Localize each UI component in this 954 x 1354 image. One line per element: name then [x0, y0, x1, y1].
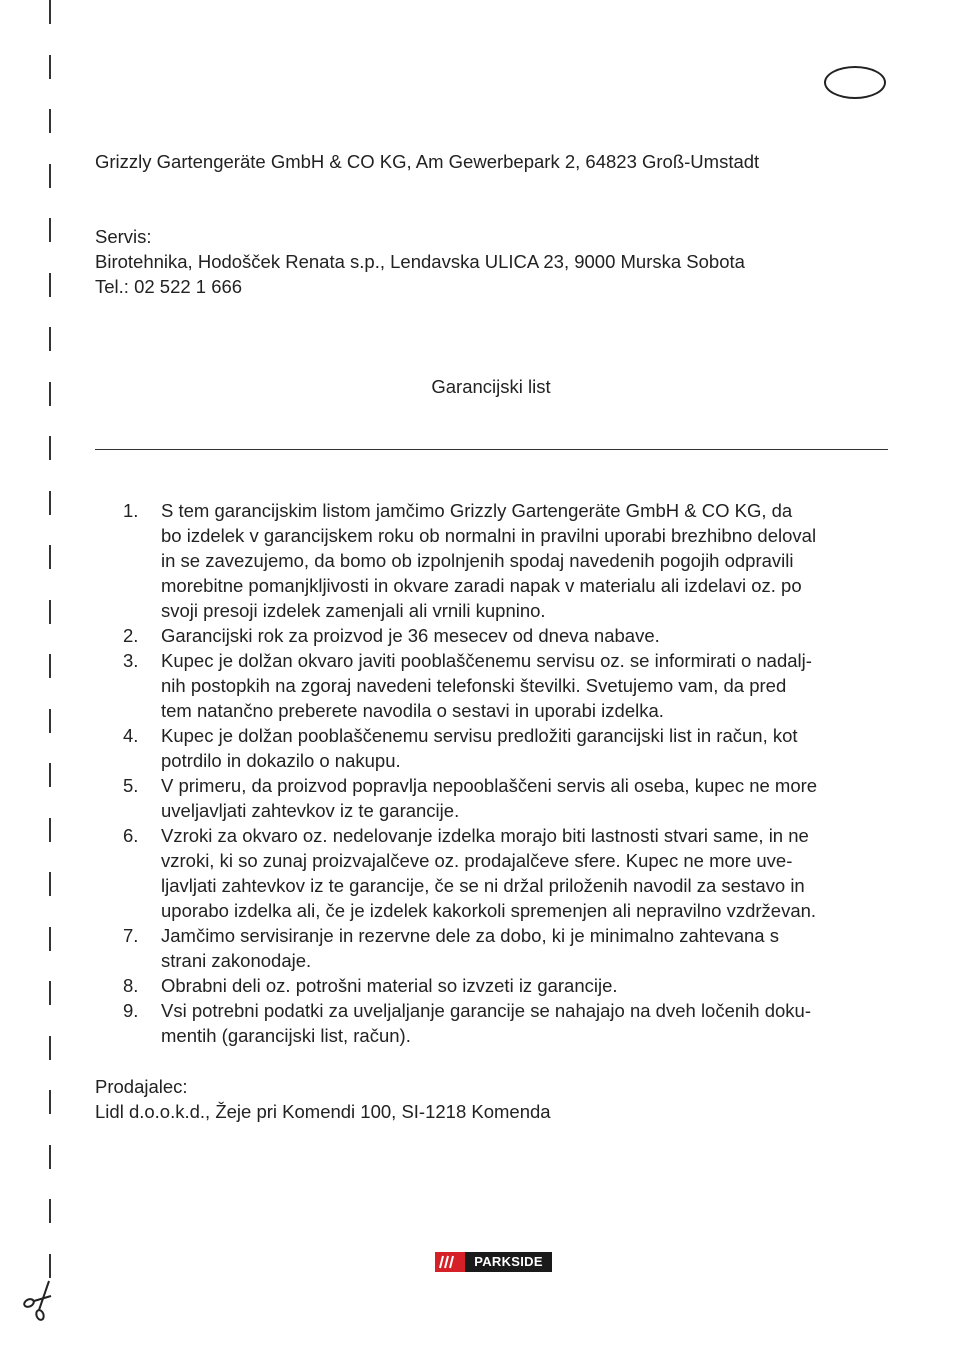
term-line: mentih (garancijski list, račun).	[161, 1025, 411, 1046]
logo-brand-text: PARKSIDE	[465, 1252, 552, 1272]
term-number: 6.	[123, 825, 139, 846]
term-line: vzroki, ki so zunaj proizvajalčeve oz. prodajalčeve sfere. Kupec ne more uve-	[161, 850, 793, 871]
cut-line-dash	[49, 709, 51, 733]
cut-line-dash	[49, 654, 51, 678]
cut-line-dash	[49, 1199, 51, 1223]
term-line: uveljavljati zahtevkov iz te garancije.	[161, 800, 460, 821]
seller-label: Prodajalec:	[95, 1076, 188, 1097]
term-line: Garancijski rok za proizvod je 36 mesecev od dneva nabave.	[161, 625, 660, 646]
term-line: morebitne pomanjkljivosti in okvare zaradi napak v materialu ali izdelavi oz. po	[161, 575, 802, 596]
term-line: Kupec je dolžan pooblaščenemu servisu predložiti garancijski list in račun, kot	[161, 725, 798, 746]
cut-line-dash	[49, 600, 51, 624]
cut-line-dash	[49, 545, 51, 569]
manufacturer-line: Grizzly Gartengeräte GmbH & CO KG, Am Gewerbepark 2, 64823 Groß-Umstadt	[95, 151, 760, 172]
term-line: Vzroki za okvaro oz. nedelovanje izdelka morajo biti lastnosti stvari same, in ne	[161, 825, 809, 846]
warranty-terms-list	[95, 498, 895, 1048]
warranty-term	[95, 998, 895, 1048]
seller-address: Lidl d.o.o.k.d., Žeje pri Komendi 100, SI-1218 Komenda	[95, 1101, 551, 1122]
warranty-term	[95, 648, 895, 723]
term-line: Jamčimo servisiranje in rezervne dele za dobo, ki je minimalno zahtevana s	[161, 925, 779, 946]
document-title: Garancijski list	[431, 376, 551, 397]
cut-line-dash	[49, 436, 51, 460]
term-number: 2.	[123, 625, 139, 646]
cut-line-dash	[49, 55, 51, 79]
cut-line-dash	[49, 1090, 51, 1114]
term-line: strani zakonodaje.	[161, 950, 312, 971]
term-line: bo izdelek v garancijskem roku ob normalni in pravilni uporabi brezhibno deloval	[161, 525, 817, 546]
term-line: Kupec je dolžan okvaro javiti pooblaščenemu servisu oz. se informirati o nadalj-	[161, 650, 812, 671]
cut-line-dash	[49, 1145, 51, 1169]
cut-line-dash	[49, 273, 51, 297]
cut-line-dash	[49, 164, 51, 188]
warranty-term	[95, 923, 895, 973]
cut-line-dash	[49, 327, 51, 351]
term-number: 9.	[123, 1000, 139, 1021]
cut-line-dash	[49, 872, 51, 896]
warranty-term	[95, 723, 895, 773]
cut-line-dash	[49, 218, 51, 242]
divider	[95, 449, 888, 450]
logo-stripes-icon	[435, 1252, 465, 1272]
term-line: ljavljati zahtevkov iz te garancije, če se ni držal priloženih navodil za sestavo in	[161, 875, 805, 896]
cut-line-dash	[49, 382, 51, 406]
cut-line-dash	[49, 763, 51, 787]
warranty-term	[95, 623, 895, 648]
service-label: Servis:	[95, 226, 152, 247]
cut-line-dash	[49, 1036, 51, 1060]
cut-line-dash	[49, 927, 51, 951]
warranty-term	[95, 773, 895, 823]
term-line: svoji presoji izdelek zamenjali ali vrnili kupnino.	[161, 600, 546, 621]
term-number: 5.	[123, 775, 139, 796]
term-line: nih postopkih na zgoraj navedeni telefonski številki. Svetujemo vam, da pred	[161, 675, 787, 696]
term-number: 4.	[123, 725, 139, 746]
cut-line-dash	[49, 818, 51, 842]
warranty-term	[95, 498, 895, 623]
term-line: potrdilo in dokazilo o nakupu.	[161, 750, 401, 771]
term-number: 3.	[123, 650, 139, 671]
cut-line-dash	[49, 109, 51, 133]
cut-line	[49, 0, 51, 1354]
cut-line-dash	[49, 0, 51, 24]
cut-line-dash	[49, 491, 51, 515]
term-line: uporabo izdelka ali, če je izdelek kakorkoli spremenjen ali nepravilno vzdrževan.	[161, 900, 817, 921]
term-line: V primeru, da proizvod popravlja nepooblaščeni servis ali oseba, kupec ne more	[161, 775, 818, 796]
service-phone: Tel.: 02 522 1 666	[95, 276, 243, 297]
term-line: Vsi potrebni podatki za uveljaljanje garancije se nahajajo na dveh ločenih doku-	[161, 1000, 811, 1021]
term-line: S tem garancijskim listom jamčimo Grizzly Gartengeräte GmbH & CO KG, da	[161, 500, 793, 521]
parkside-logo	[435, 1252, 552, 1272]
scissors-icon	[20, 1278, 54, 1322]
cut-line-dash	[49, 1254, 51, 1278]
term-number: 7.	[123, 925, 139, 946]
warranty-term	[95, 973, 895, 998]
term-number: 1.	[123, 500, 139, 521]
oval-badge	[824, 66, 886, 99]
term-line: in se zavezujemo, da bomo ob izpolnjenih spodaj navedenih pogojih odpravili	[161, 550, 794, 571]
warranty-term	[95, 823, 895, 923]
service-address: Birotehnika, Hodošček Renata s.p., Lendavska ULICA 23, 9000 Murska Sobota	[95, 251, 745, 272]
term-number: 8.	[123, 975, 139, 996]
term-line: tem natančno preberete navodila o sestavi in uporabi izdelka.	[161, 700, 664, 721]
term-line: Obrabni deli oz. potrošni material so izvzeti iz garancije.	[161, 975, 618, 996]
cut-line-dash	[49, 981, 51, 1005]
